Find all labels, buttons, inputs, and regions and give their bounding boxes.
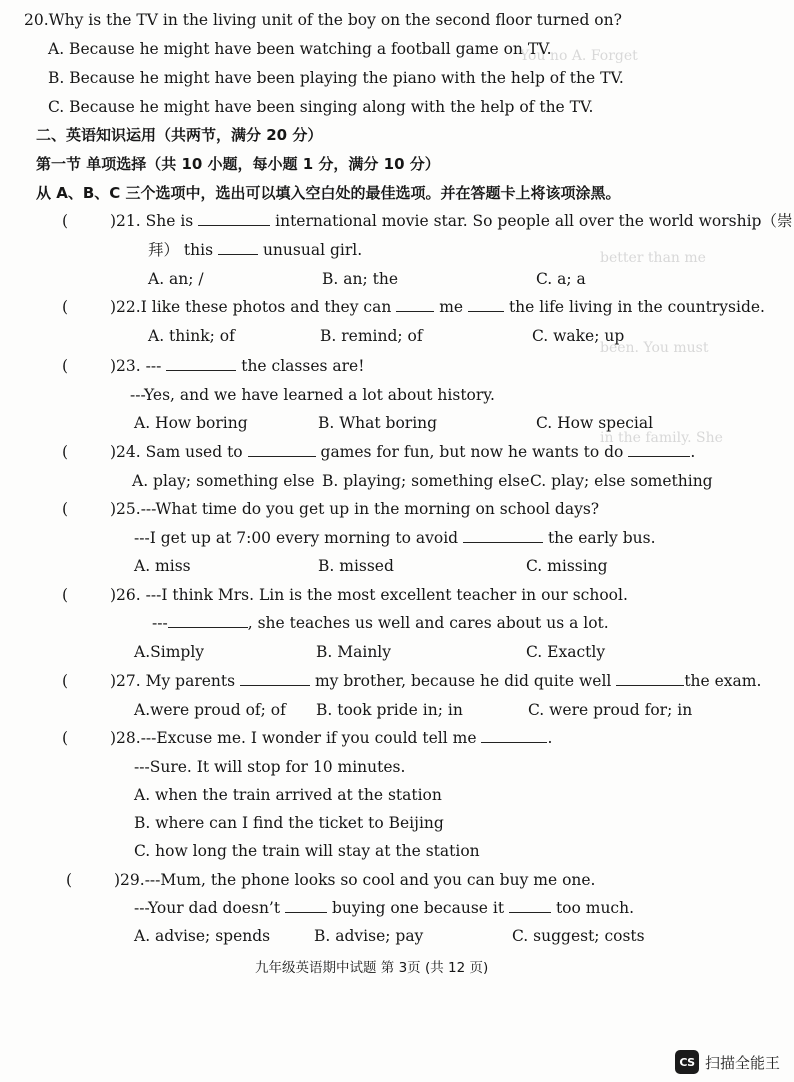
q21-stem	[110, 211, 792, 231]
q24-number: )24. Sam used to	[110, 443, 243, 461]
section-title: 二、英语知识运用（共两节，满分 20 分）	[36, 126, 323, 144]
bleed-through-decoration: You no A. Forget	[520, 48, 638, 64]
q26-option-b[interactable]: B. Mainly	[316, 643, 392, 661]
q21-stem-line2	[148, 240, 362, 260]
bleed-through-decoration: in the family. She	[600, 430, 723, 446]
q25-option-c[interactable]: C. missing	[526, 557, 608, 575]
q22-option-a[interactable]: A. think; of	[148, 327, 235, 345]
q24-answer-paren[interactable]: (	[62, 443, 69, 461]
q26-option-a[interactable]: A.Simply	[134, 643, 205, 661]
q21-option-a[interactable]: A. an; /	[148, 270, 204, 288]
camscanner-logo-icon: CS	[675, 1050, 699, 1074]
q25-reply	[134, 528, 656, 548]
q24-option-a[interactable]: A. play; something else	[132, 472, 315, 490]
q29-option-b[interactable]: B. advise; pay	[314, 927, 424, 945]
q23-option-b[interactable]: B. What boring	[318, 414, 438, 432]
part1-title: 第一节 单项选择（共 10 小题，每小题 1 分，满分 10 分）	[36, 155, 440, 173]
q25-blank[interactable]	[463, 528, 543, 543]
q25-stem: )25.---What time do you get up in the morning on school days?	[110, 500, 600, 518]
q26-reply-dash: ---	[152, 614, 168, 632]
watermark-text: 扫描全能王	[704, 1053, 780, 1072]
q22-blank-1[interactable]	[396, 297, 434, 312]
q29-option-c[interactable]: C. suggest; costs	[512, 927, 645, 945]
q23-number: )23. ---	[110, 357, 162, 375]
q22-blank-2[interactable]	[468, 297, 504, 312]
q23-stem	[110, 356, 364, 376]
q25-reply-text: ---I get up at 7:00 every morning to avoid	[134, 529, 459, 547]
q27-stem	[110, 671, 761, 691]
q21-text-2: 拜） this	[148, 241, 214, 259]
q28-answer-paren[interactable]: (	[62, 729, 69, 747]
q22-option-b[interactable]: B. remind; of	[320, 327, 423, 345]
q24-text-end: .	[690, 443, 696, 461]
q24-text: games for fun, but now he wants to do	[320, 443, 624, 461]
q22-number: )22.I like these photos and they can	[110, 298, 392, 316]
q21-blank-1[interactable]	[198, 211, 270, 226]
q27-number: )27. My parents	[110, 672, 236, 690]
q21-answer-paren[interactable]: (	[62, 212, 69, 230]
q25-reply-end: the early bus.	[547, 529, 656, 547]
q22-answer-paren[interactable]: (	[62, 298, 69, 316]
q28-stem	[110, 728, 552, 748]
q22-stem	[110, 297, 765, 317]
q25-option-b[interactable]: B. missed	[318, 557, 394, 575]
q24-blank-2[interactable]	[628, 442, 690, 457]
q26-reply	[152, 613, 609, 633]
q23-option-a[interactable]: A. How boring	[134, 414, 248, 432]
q28-option-c[interactable]: C. how long the train will stay at the station	[134, 842, 480, 860]
q24-stem	[110, 442, 695, 462]
q25-option-a[interactable]: A. miss	[134, 557, 191, 575]
q29-option-a[interactable]: A. advise; spends	[134, 927, 271, 945]
bleed-through-decoration: been. You must	[600, 340, 709, 356]
q28-number: )28.---Excuse me. I wonder if you could tell me	[110, 729, 477, 747]
q26-reply-text: , she teaches us well and cares about us a lot.	[247, 614, 609, 632]
q29-reply	[134, 898, 634, 918]
q26-blank[interactable]	[168, 613, 248, 628]
q20-option-a[interactable]: A. Because he might have been watching a football game on TV.	[48, 40, 552, 58]
q21-number: )21. She is	[110, 212, 194, 230]
q21-blank-2[interactable]	[218, 240, 258, 255]
scanner-watermark	[675, 1050, 780, 1074]
part1-instructions: 从 A、B、C 三个选项中，选出可以填入空白处的最佳选项。并在答题卡上将该项涂黑。	[36, 184, 621, 202]
q20-option-b[interactable]: B. Because he might have been playing the piano with the help of the TV.	[48, 69, 624, 87]
q27-option-c[interactable]: C. were proud for; in	[528, 701, 693, 719]
q23-blank[interactable]	[166, 356, 236, 371]
q22-text: me	[439, 298, 464, 316]
q28-reply: ---Sure. It will stop for 10 minutes.	[134, 758, 406, 776]
q29-reply-mid: buying one because it	[331, 899, 505, 917]
q23-option-c[interactable]: C. How special	[536, 414, 654, 432]
q25-answer-paren[interactable]: (	[62, 500, 69, 518]
q23-answer-paren[interactable]: (	[62, 357, 69, 375]
q23-reply: ---Yes, and we have learned a lot about history.	[130, 386, 495, 404]
q27-answer-paren[interactable]: (	[62, 672, 69, 690]
bleed-through-decoration: better than me	[600, 250, 706, 266]
q21-text-3: unusual girl.	[262, 241, 363, 259]
q27-blank-2[interactable]	[616, 671, 684, 686]
q22-text-end: the life living in the countryside.	[508, 298, 765, 316]
q20-stem: 20.Why is the TV in the living unit of the boy on the second floor turned on?	[24, 11, 622, 29]
q29-reply-end: too much.	[555, 899, 635, 917]
q28-option-b[interactable]: B. where can I find the ticket to Beijing	[134, 814, 444, 832]
q29-blank-1[interactable]	[285, 898, 327, 913]
q27-text: my brother, because he did quite well	[314, 672, 612, 690]
q29-reply-text: ---Your dad doesn’t	[134, 899, 281, 917]
q23-text-end: the classes are!	[241, 357, 365, 375]
q27-blank-1[interactable]	[240, 671, 310, 686]
q28-option-a[interactable]: A. when the train arrived at the station	[134, 786, 442, 804]
q27-option-a[interactable]: A.were proud of; of	[134, 701, 286, 719]
q21-text: international movie star. So people all over the world worship（崇	[275, 212, 793, 230]
q24-blank-1[interactable]	[248, 442, 316, 457]
q28-blank[interactable]	[481, 728, 547, 743]
q27-text-end: the exam.	[684, 672, 762, 690]
q26-stem: )26. ---I think Mrs. Lin is the most excellent teacher in our school.	[110, 586, 628, 604]
q24-option-c[interactable]: C. play; else something	[530, 472, 713, 490]
q21-option-b[interactable]: B. an; the	[322, 270, 399, 288]
q20-option-c[interactable]: C. Because he might have been singing along with the help of the TV.	[48, 98, 594, 116]
page-footer: 九年级英语期中试题 第 3页 (共 12 页)	[255, 960, 489, 976]
q29-stem: )29.---Mum, the phone looks so cool and you can buy me one.	[114, 871, 596, 889]
q21-option-c[interactable]: C. a; a	[536, 270, 586, 288]
q26-answer-paren[interactable]: (	[62, 586, 69, 604]
q27-option-b[interactable]: B. took pride in; in	[316, 701, 463, 719]
q24-option-b[interactable]: B. playing; something else	[322, 472, 530, 490]
q22-option-c[interactable]: C. wake; up	[532, 327, 625, 345]
q29-blank-2[interactable]	[509, 898, 551, 913]
q28-text-end: .	[547, 729, 553, 747]
q29-answer-paren[interactable]: (	[66, 871, 73, 889]
q26-option-c[interactable]: C. Exactly	[526, 643, 606, 661]
